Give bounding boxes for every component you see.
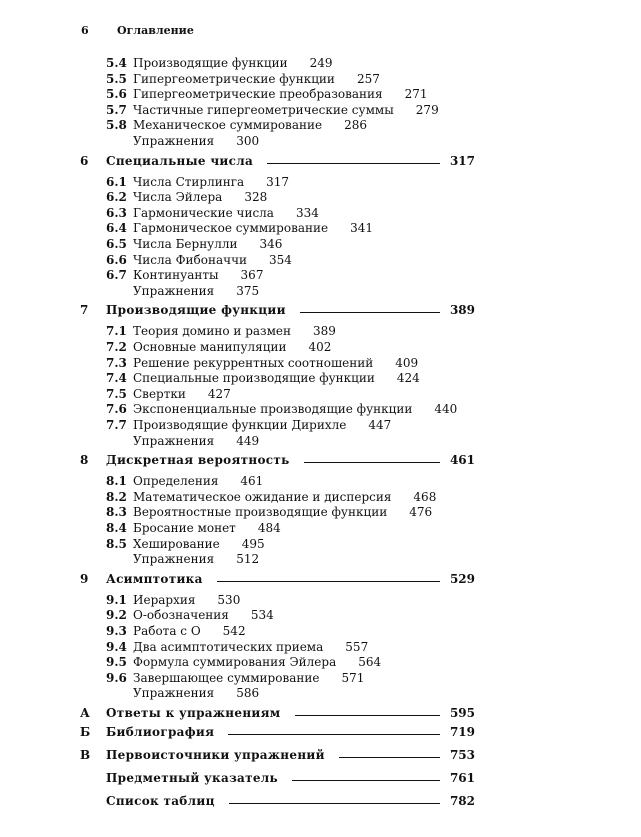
section-title-text: Упражнения <box>133 283 215 298</box>
section-page: 447 <box>368 418 392 432</box>
chapter-number: 8 <box>80 453 89 468</box>
section-number: 8.3 <box>106 505 127 520</box>
section-title <box>133 551 259 567</box>
section-page: 271 <box>404 87 428 102</box>
section-title <box>133 252 292 268</box>
leader-rule <box>304 462 440 463</box>
section-title <box>133 433 259 449</box>
section-page: 449 <box>236 433 260 448</box>
chapter-number: А <box>80 706 90 720</box>
section-title <box>133 386 231 402</box>
section-title <box>133 174 289 190</box>
section-title-text: Основные манипуляции <box>133 340 287 354</box>
section-title-text: Числа Стирлинга <box>133 174 245 189</box>
chapter-title: Предметный указатель <box>106 771 278 785</box>
section-title-text: Производящие функции Дирихле <box>133 418 347 432</box>
section-number: 7.5 <box>106 386 127 401</box>
section-title <box>133 654 381 670</box>
toc-chapter-entry[interactable] <box>0 571 641 587</box>
chapter-number: В <box>80 748 91 762</box>
section-number: 5.7 <box>106 102 127 117</box>
section-number: 7.4 <box>106 371 127 386</box>
toc-section-entry[interactable] <box>0 536 641 552</box>
section-page: 317 <box>266 174 290 189</box>
section-title <box>133 623 246 639</box>
section-page: 300 <box>236 134 260 148</box>
chapter-page: 317 <box>449 153 475 168</box>
section-title-text: Определения <box>133 474 219 489</box>
section-number: 5.8 <box>106 118 127 133</box>
toc-chapter-entry[interactable] <box>0 153 641 169</box>
section-page: 461 <box>240 474 264 489</box>
section-title-text: Два асимптотических приема <box>133 639 324 654</box>
section-number: 8.4 <box>106 521 127 535</box>
section-title <box>133 670 364 686</box>
section-title <box>133 473 263 489</box>
section-number: 8.5 <box>106 536 127 551</box>
section-number: 9.5 <box>106 655 127 670</box>
section-page: 402 <box>308 340 332 354</box>
section-title <box>133 370 420 386</box>
chapter-page: 719 <box>449 725 475 739</box>
section-page: 534 <box>250 608 274 623</box>
section-page: 346 <box>259 237 283 251</box>
section-page: 354 <box>269 252 292 267</box>
section-title <box>133 323 336 339</box>
chapter-page: 529 <box>449 571 475 586</box>
leader-rule <box>292 780 440 781</box>
section-page: 484 <box>257 521 281 535</box>
section-title-text: Хеширование <box>133 536 220 551</box>
toc-chapter-entry[interactable] <box>0 705 641 721</box>
toc-section-entry[interactable] <box>0 323 641 339</box>
toc-section-entry[interactable] <box>0 283 641 299</box>
chapter-number: Б <box>80 725 91 739</box>
section-title-text: Гармоническое суммирование <box>133 221 329 236</box>
section-title-text: Завершающее суммирование <box>133 670 320 685</box>
toc-section-entry[interactable] <box>0 592 641 608</box>
section-number: 6.7 <box>106 268 127 283</box>
chapter-page: 595 <box>449 706 475 720</box>
section-page: 530 <box>217 592 241 607</box>
section-title <box>133 71 380 87</box>
toc-section-entry[interactable] <box>0 623 641 639</box>
leader-rule <box>267 163 440 164</box>
toc-chapter-entry[interactable] <box>0 724 641 740</box>
section-page: 424 <box>396 371 420 386</box>
section-title-text: Частичные гипергеометрические суммы <box>133 102 394 117</box>
section-page: 334 <box>295 205 319 220</box>
toc-chapter-entry[interactable] <box>0 452 641 468</box>
section-title <box>133 205 319 221</box>
leader-rule <box>300 312 440 313</box>
section-title <box>133 220 373 236</box>
toc-section-entry[interactable] <box>0 102 641 118</box>
toc-section-entry[interactable] <box>0 417 641 433</box>
section-title-text: Упражнения <box>133 134 215 148</box>
section-number: 6.1 <box>106 174 127 189</box>
toc-section-entry[interactable] <box>0 55 641 71</box>
section-number: 7.6 <box>106 402 127 417</box>
section-title-text: Числа Бернулли <box>133 237 238 251</box>
section-number: 8.1 <box>106 474 127 489</box>
leader-rule <box>295 715 441 716</box>
section-title-text: Свертки <box>133 386 186 401</box>
section-title <box>133 417 391 433</box>
section-number: 9.3 <box>106 624 127 638</box>
chapter-page: 782 <box>449 794 475 808</box>
section-number: 6.4 <box>106 221 127 236</box>
toc-section-entry[interactable] <box>0 607 641 623</box>
chapter-title: Асимптотика <box>106 571 203 586</box>
section-page: 476 <box>409 505 433 520</box>
section-title-text: Работа с О <box>133 624 201 638</box>
toc-section-entry[interactable] <box>0 401 641 417</box>
section-title <box>133 592 240 608</box>
toc-section-entry[interactable] <box>0 386 641 402</box>
section-page: 427 <box>207 386 231 401</box>
chapter-title: Библиография <box>106 725 215 739</box>
chapter-number: 9 <box>80 571 89 586</box>
toc-section-entry[interactable] <box>0 71 641 87</box>
section-page: 257 <box>356 71 380 86</box>
chapter-title: Первоисточники упражнений <box>106 748 325 762</box>
toc-section-entry[interactable] <box>0 205 641 221</box>
toc-section-entry[interactable] <box>0 220 641 236</box>
chapter-title: Дискретная вероятность <box>106 453 290 468</box>
section-page: 341 <box>350 221 373 236</box>
chapter-number: 7 <box>80 303 89 318</box>
section-title-text: Континуанты <box>133 268 219 283</box>
section-title-text: Бросание монет <box>133 521 236 535</box>
section-title-text: О-обозначения <box>133 608 229 623</box>
section-title <box>133 283 259 299</box>
toc-section-entry[interactable] <box>0 370 641 386</box>
page-header <box>81 24 194 37</box>
section-number: 6.5 <box>106 237 127 251</box>
toc-section-entry[interactable] <box>0 520 641 536</box>
page-number: 6 <box>81 24 89 37</box>
section-page: 409 <box>395 355 419 370</box>
section-page: 495 <box>241 536 265 551</box>
section-title <box>133 102 439 118</box>
section-title <box>133 489 436 505</box>
section-title-text: Иерархия <box>133 592 196 607</box>
section-title-text: Упражнения <box>133 433 215 448</box>
section-title-text: Производящие функции <box>133 56 288 70</box>
section-number: 7.3 <box>106 355 127 370</box>
toc-section-entry[interactable] <box>0 504 641 520</box>
section-number: 9.1 <box>106 592 127 607</box>
section-number: 9.6 <box>106 670 127 685</box>
toc-section-entry[interactable] <box>0 174 641 190</box>
section-title <box>133 133 259 149</box>
section-page: 586 <box>236 686 260 701</box>
toc-chapter-entry[interactable] <box>0 770 641 786</box>
toc-section-entry[interactable] <box>0 133 641 149</box>
section-number: 8.2 <box>106 489 127 504</box>
section-page: 279 <box>415 102 439 117</box>
chapter-title: Ответы к упражнениям <box>106 706 281 720</box>
toc-section-entry[interactable] <box>0 685 641 701</box>
section-number: 7.7 <box>106 418 127 432</box>
section-title-text: Теория домино и размен <box>133 324 292 339</box>
section-title <box>133 355 418 371</box>
section-page: 557 <box>345 639 369 654</box>
section-title-text: Числа Фибоначчи <box>133 252 248 267</box>
toc-section-entry[interactable] <box>0 654 641 670</box>
toc-section-entry[interactable] <box>0 117 641 133</box>
section-number: 5.4 <box>106 56 127 70</box>
section-title <box>133 189 267 205</box>
section-page: 389 <box>313 324 336 339</box>
section-title <box>133 86 427 102</box>
chapter-number: 6 <box>80 153 89 168</box>
section-number: 6.3 <box>106 205 127 220</box>
chapter-page: 389 <box>449 303 475 318</box>
toc-section-entry[interactable] <box>0 355 641 371</box>
section-title <box>133 401 457 417</box>
leader-rule <box>339 757 440 758</box>
toc-section-entry[interactable] <box>0 252 641 268</box>
section-title-text: Гипергеометрические преобразования <box>133 87 383 102</box>
toc-section-entry[interactable] <box>0 267 641 283</box>
toc-section-entry[interactable] <box>0 86 641 102</box>
section-title <box>133 520 281 536</box>
section-number: 9.2 <box>106 608 127 623</box>
chapter-title: Список таблиц <box>106 794 215 808</box>
section-title-text: Гипергеометрические функции <box>133 71 335 86</box>
section-number: 7.2 <box>106 340 127 354</box>
section-title <box>133 536 265 552</box>
toc-section-entry[interactable] <box>0 551 641 567</box>
section-title <box>133 685 259 701</box>
section-number: 5.6 <box>106 87 127 102</box>
toc-section-entry[interactable] <box>0 639 641 655</box>
section-title <box>133 117 367 133</box>
leader-rule <box>229 803 440 804</box>
toc-section-entry[interactable] <box>0 489 641 505</box>
toc-section-entry[interactable] <box>0 670 641 686</box>
section-title-text: Решение рекуррентных соотношений <box>133 355 374 370</box>
section-title-text: Формула суммирования Эйлера <box>133 655 337 670</box>
chapter-page: 461 <box>449 453 475 468</box>
section-title-text: Числа Эйлера <box>133 190 223 205</box>
toc-chapter-entry[interactable] <box>0 302 641 318</box>
chapter-title: Специальные числа <box>106 153 254 168</box>
section-number: 5.5 <box>106 71 127 86</box>
section-title-text: Механическое суммирование <box>133 118 323 133</box>
section-title <box>133 267 263 283</box>
section-title <box>133 504 432 520</box>
toc-section-entry[interactable] <box>0 339 641 355</box>
section-title <box>133 55 333 71</box>
section-title <box>133 607 274 623</box>
section-number: 6.6 <box>106 252 127 267</box>
toc-chapter-entry[interactable] <box>0 793 641 809</box>
toc-section-entry[interactable] <box>0 433 641 449</box>
section-page: 249 <box>309 56 333 70</box>
section-page: 468 <box>413 489 437 504</box>
section-number: 6.2 <box>106 190 127 205</box>
toc-section-entry[interactable] <box>0 236 641 252</box>
section-page: 542 <box>222 624 246 638</box>
section-page: 564 <box>358 655 382 670</box>
section-page: 512 <box>236 552 260 567</box>
section-page: 328 <box>244 190 268 205</box>
chapter-page: 761 <box>449 771 475 785</box>
section-title-text: Экспоненциальные производящие функции <box>133 402 413 417</box>
chapter-page: 753 <box>449 748 475 762</box>
section-title-text: Математическое ожидание и дисперсия <box>133 489 392 504</box>
section-page: 367 <box>240 268 264 283</box>
section-title <box>133 639 368 655</box>
section-number: 7.1 <box>106 324 127 339</box>
section-title-text: Упражнения <box>133 552 215 567</box>
running-title: Оглавление <box>117 24 194 37</box>
toc-chapter-entry[interactable] <box>0 747 641 763</box>
chapter-title: Производящие функции <box>106 303 286 318</box>
section-title-text: Упражнения <box>133 686 215 701</box>
section-page: 375 <box>236 283 260 298</box>
leader-rule <box>217 581 440 582</box>
section-title-text: Вероятностные производящие функции <box>133 505 388 520</box>
section-page: 286 <box>344 118 367 133</box>
toc-section-entry[interactable] <box>0 189 641 205</box>
section-title-text: Гармонические числа <box>133 205 274 220</box>
section-page: 571 <box>341 670 365 685</box>
section-title <box>133 339 331 355</box>
section-title <box>133 236 282 252</box>
toc-section-entry[interactable] <box>0 473 641 489</box>
section-page: 440 <box>434 402 458 417</box>
leader-rule <box>228 734 440 735</box>
section-title-text: Специальные производящие функции <box>133 371 375 386</box>
section-number: 9.4 <box>106 639 127 654</box>
